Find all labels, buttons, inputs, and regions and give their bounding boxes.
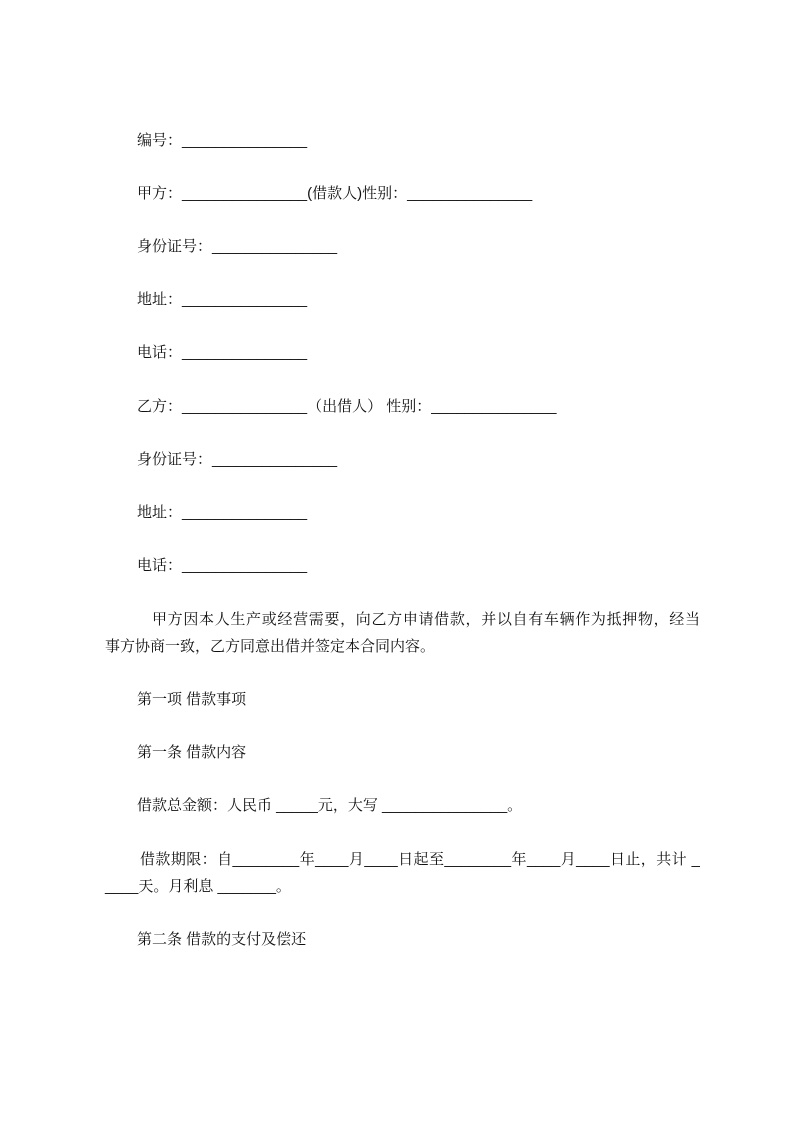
section-1-title: 第一项 借款事项: [137, 691, 247, 708]
loan-term-line-2: ____天。月利息 _______。: [105, 878, 291, 895]
party-a-phone: 电话：_______________: [137, 344, 308, 361]
preamble-line-1: 甲方因本人生产或经营需要，向乙方申请借款，并以自有车辆作为抵押物，经当: [152, 611, 700, 628]
party-a-name-gender: 甲方：_______________(借款人)性别：_______________: [137, 185, 533, 202]
party-b-id-number: 身份证号：_______________: [137, 451, 338, 468]
party-b-phone: 电话：_______________: [137, 557, 308, 574]
article-2-title: 第二条 借款的支付及偿还: [137, 931, 307, 948]
party-a-address: 地址：_______________: [137, 291, 308, 308]
party-b-address: 地址：_______________: [137, 504, 308, 521]
party-b-name-gender: 乙方：_______________（出借人） 性别：_______________: [137, 398, 557, 415]
party-a-id-number: 身份证号：_______________: [137, 238, 338, 255]
loan-amount-clause: 借款总金额：人民币 _____元，大写 _______________。: [137, 797, 523, 814]
serial-number-field: 编号：_______________: [137, 132, 308, 149]
loan-term-line-1: 借款期限：自________年____月____日起至________年____月____日止，共计 _: [140, 851, 700, 868]
preamble-line-2: 事方协商一致，乙方同意出借并签定本合同内容。: [105, 638, 436, 655]
article-1-title: 第一条 借款内容: [137, 744, 247, 761]
